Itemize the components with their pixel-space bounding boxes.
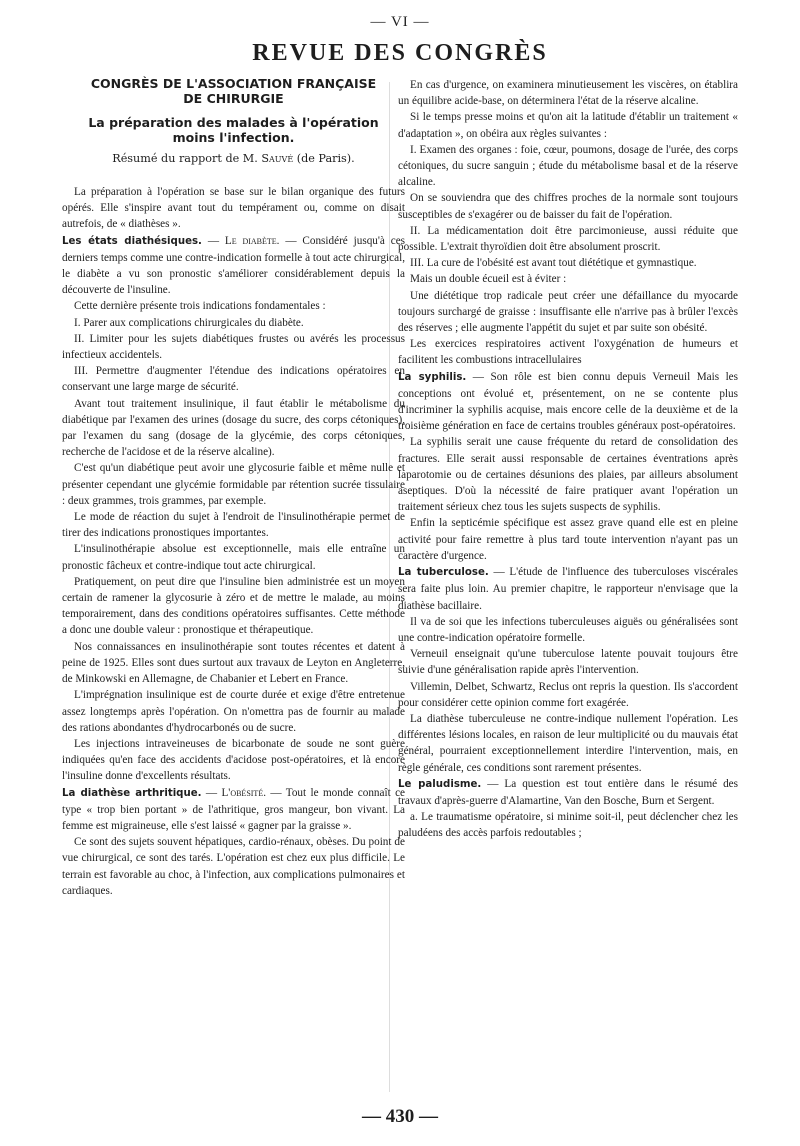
paragraph: Il va de soi que les infections tuberculeuses aiguës ou généralisées sont une contre-indication opératoire formelle. [398,615,738,644]
paragraph: On se souviendra que des chiffres proches de la normale sont toujours susceptibles de s'exagérer ou de baisser du fait de l'opération. [398,192,738,221]
paragraph: Les exercices respiratoires activent l'oxygénation de humeurs et facilitent les combustions intracellulaires [398,338,738,367]
paragraph-text: Tout le monde connaît ce type « trop bien portant » de l'athritique, gros mangeur, bon vivant. La femme est migraineuse, elle s'est laissé « gagner par la graisse ». [62,786,406,832]
paragraph: Villemin, Delbet, Schwartz, Reclus ont repris la question. Ils s'accordent pour considérer cette opinion comme fort exagérée. [398,680,738,709]
summary-author: Sauvé [261,152,294,165]
paragraph: Pratiquement, on peut dire que l'insuline bien administrée est un moyen certain de ramener la glycosurie à zéro et de mettre le malade, au moins temporairement, dans des conditions opératoires suffisantes. Cette méthode a donc une double valeur : pronostique et thérapeutique. [62,575,405,637]
subheading: — L'obésité. — [205,786,282,799]
summary-suffix: (de Paris). [296,152,355,165]
paragraph: C'est qu'un diabétique peut avoir une glycosurie faible et même nulle et présenter cependant une glycémie formidable par rétention sucrée tissulaire : deux grammes, trois grammes, par exemple. [62,462,405,507]
paragraph [62,233,405,299]
summary-prefix: Résumé du rapport de M. [112,152,258,165]
run-in-heading: Les états diathésiques. [62,235,202,247]
paragraph: I. Parer aux complications chirurgicales du diabète. [74,316,304,329]
right-column [398,77,738,842]
page-number: — 430 — [362,1106,438,1127]
paragraph-text: — La question est tout entière dans le résumé des travaux d'après-guerre d'Alamartine, Van den Bosche, Burn et Sergent. [398,777,738,807]
paragraph: En cas d'urgence, on examinera minutieusement les viscères, on établira un équilibre acide-base, on déterminera l'état de la réserve alcaline. [398,79,738,108]
paragraph: Ce sont des sujets souvent hépatiques, cardio-rénaux, obèses. Du point de vue chirurgical, ce sont des tarés. L'opération est chez eux plus difficile. Le terrain est favorable au choc, à l'infection, aux complications pulmonaires et cardiaques. [62,836,405,897]
paragraph [398,776,738,809]
paragraph: Une diététique trop radicale peut créer une défaillance du myocarde toujours surchargé de graisse : insuffisante elle n'arrive pas à brûler l'excès des réserves ; elle augmente l'appétit du sujet et par suite son obésité. [398,289,738,335]
run-in-heading: Le paludisme. [398,778,482,790]
paragraph: III. Permettre d'augmenter l'étendue des indications opératoires en conservant une large marge de sécurité. [62,365,405,394]
paragraph-text: Considéré jusqu'à ces derniers temps comme une contre-indication formelle à tout acte chirurgical, le diabète a vu son pronostic s'améliorer considérablement depuis la découverte de l'insuline. [62,234,406,297]
paragraph [62,785,405,835]
paragraph: L'insulinothérapie absolue est exceptionnelle, mais elle entraîne un pronostic fâcheux et contre-indique tout acte chirurgical. [62,543,405,572]
left-column [62,76,405,899]
paragraph: I. Examen des organes : foie, cœur, poumons, dosage de l'urée, des corps cétoniques, du sucre sanguin ; étude du métabolisme basal et de la réserve alcaline. [398,143,738,189]
article-title-line-1: La préparation des malades à l'opération [88,115,379,130]
paragraph: III. La cure de l'obésité est avant tout diététique et gymnastique. [410,257,697,270]
paragraph: Si le temps presse moins et qu'on ait la latitude d'établir un traitement « d'adaptation », on obéira aux règles suivantes : [398,111,738,140]
paragraph: Cette dernière présente trois indications fondamentales : [74,300,326,313]
paragraph-text: — Son rôle est bien connu depuis Verneuil Mais les conceptions ont évolué et, présentement, on ne se contente plus d'incriminer la syphilis acquise, mais encore celle de la deuxième et de la troisième génération en face de certains troubles généraux post-opératoires. [398,370,738,433]
paragraph: Le mode de réaction du sujet à l'endroit de l'insulinothérapie permet de tirer des indications pronostiques importantes. [62,511,405,540]
paragraph: L'imprégnation insulinique est de courte durée et exige d'être entretenue assez longtemps après l'opération. On n'omettra pas de fournir au malade des rations abondantes d'hydrocarbonés ou de sucre. [62,689,405,734]
paragraph: Nos connaissances en insulinothérapie sont toutes récentes et datent à peine de 1925. Elles sont dues surtout aux travaux de Leyton en Angleterre, de Minkowski en Allemagne, de Chabanier et Lebert en France. [62,640,405,686]
paragraph: a. Le traumatisme opératoire, si minime soit-il, peut déclencher chez les paludéens des accès parfois redoutables ; [398,811,738,840]
article-title [62,115,405,145]
roman-folio: — VI — [370,14,430,30]
article-summary-line [62,151,405,166]
run-in-heading: La tuberculose. [398,567,489,579]
paragraph-text: — L'étude de l'influence des tuberculoses viscérales sera faite plus loin. Au premier chapitre, le rapporteur n'envisage que la diathèse bacillaire. [398,566,739,612]
congress-title-line-2: DE CHIRURGIE [183,91,284,106]
paragraph: Les injections intraveineuses de bicarbonate de soude ne sont guère indiquées qu'en face des accidents d'acidose post-opératoires, et là encore l'insuline donne d'excellents résultats. [62,737,405,783]
masthead-title: REVUE DES CONGRÈS [252,40,548,66]
paragraph: La diathèse tuberculeuse ne contre-indique nullement l'opération. Les différentes lésions locales, en raison de leur multiplicité ou du mauvais état général, pourraient exceptionnellement interdire l'intervention, mais, en règle générale, ces conditions sont rarement présentes. [398,712,738,774]
paragraph [398,564,738,614]
paragraph: II. Limiter pour les sujets diabétiques frustes ou avérés les processus infectieux accidentels. [62,332,405,362]
paragraph [398,369,738,435]
paragraph: II. La médicamentation doit être parcimonieuse, aussi réduite que possible. L'extrait thyroïdien doit être absolument proscrit. [398,224,738,254]
article-title-line-2: moins l'infection. [172,130,295,145]
congress-title [62,76,405,106]
congress-title-line-1: CONGRÈS DE L'ASSOCIATION FRANÇAISE [90,76,377,91]
run-in-heading: La syphilis. [398,371,467,383]
paragraph: La syphilis serait une cause fréquente du retard de consolidation des fractures. Elle serait aussi responsable de certaines éventrations après laparotomie ou de certaines désunions des plaies, par ailleurs absolument aseptiques. D'où la nécessité de faire pratiquer avant l'opération un traitement sérieux chez tous les sujets suspects de syphilis. [398,436,738,514]
paragraph: Avant tout traitement insulinique, il faut établir le métabolisme du diabétique par l'examen des urines (dosage du sucre, des corps cétoniques), par l'examen du sang (dosage de la glycémie, des corps cétoniques, recherche de l'acidose et de la réserve alcaline). [62,397,405,459]
paragraph: Mais un double écueil est à éviter : [410,273,567,286]
run-in-heading: La diathèse arthritique. [62,787,202,799]
paragraph: Enfin la septicémie spécifique est assez grave quand elle est en pleine activité pour faire remettre à plus tard toute intervention n'ayant pas un caractère d'urgence. [398,517,738,562]
paragraph: La préparation à l'opération se base sur le bilan organique des futurs opérés. Elle s'inspire avant tout du tempérament ou, comme on disait autrefois, de « diathèses ». [62,186,405,231]
paragraph: Verneuil enseignait qu'une tuberculose latente pouvait toujours être suivie d'une généralisation rapide après l'intervention. [398,648,738,677]
subheading: — Le diabète. — [207,234,297,247]
